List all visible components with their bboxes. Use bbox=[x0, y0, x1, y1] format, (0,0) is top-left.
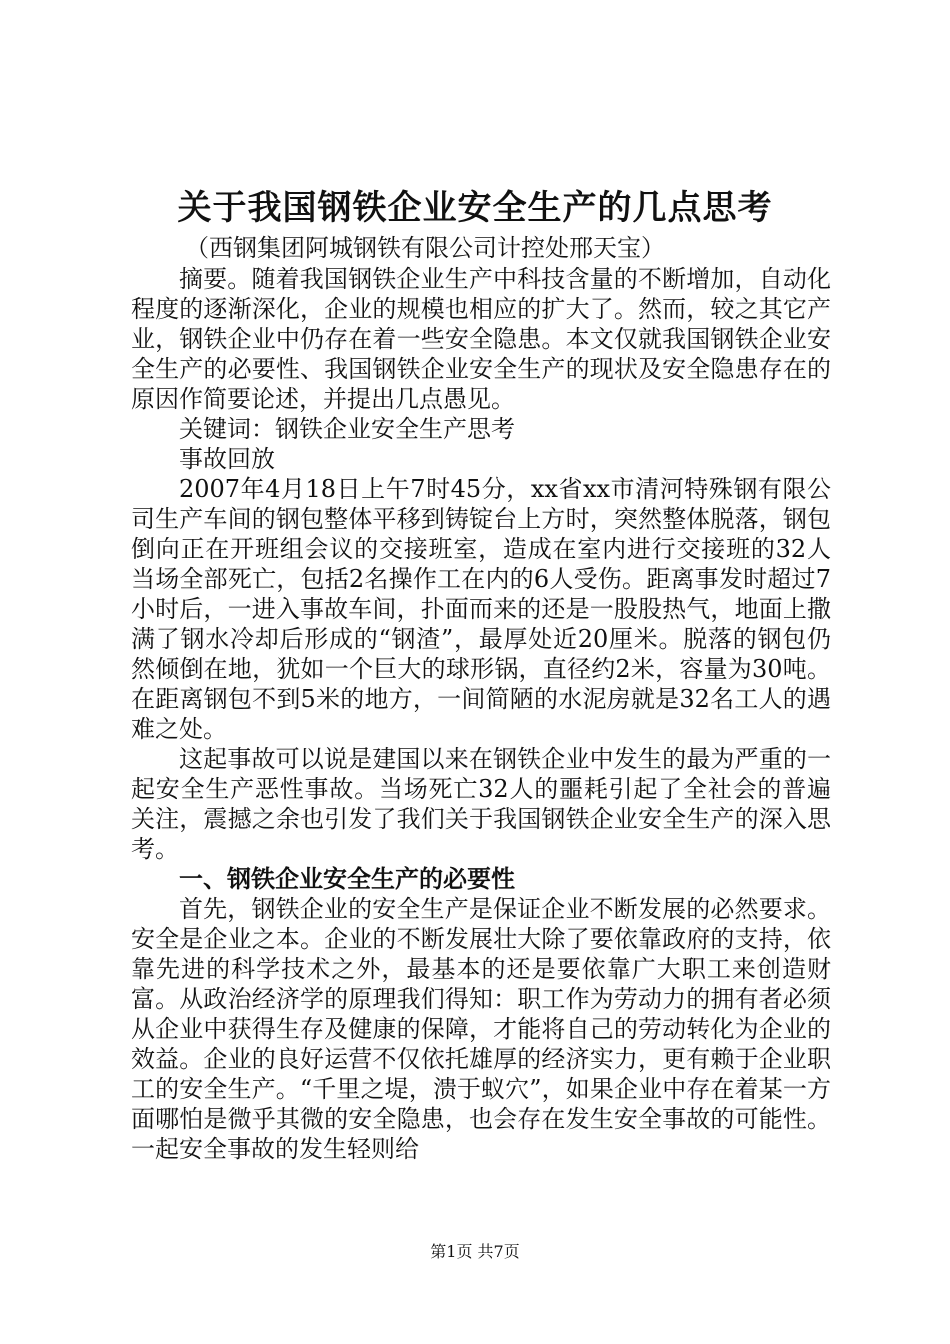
document-title: 关于我国钢铁企业安全生产的几点思考 bbox=[177, 188, 773, 228]
accident-paragraph: 2007年4月18日上午7时45分，xx省xx市清河特殊钢有限公司生产车间的钢包整体平移到铸锭台上方时，突然整体脱落，钢包倒向正在开班组会议的交接班室，造成在室内进行交接班的32人当场全部死亡，包括2名操作工在内的6人受伤。距离事发时超过7小时后，一进入事故车间，扑面而来的还是一股股热气，地面上撒满了钢水冷却后形成的“钢渣”，最厚处近20厘米。脱落的钢包仍然倾倒在地，犹如一个巨大的球形锅，直径约2米，容量为30吨。在距离钢包不到5米的地方，一间简陋的水泥房就是32名工人的遇难之处。 bbox=[131, 475, 831, 743]
section-heading: 一、钢铁企业安全生产的必要性 bbox=[179, 865, 515, 893]
section-paragraph: 首先，钢铁企业的安全生产是保证企业不断发展的必然要求。安全是企业之本。企业的不断发展壮大除了要依靠政府的支持，依靠先进的科学技术之外，最基本的还是要依靠广大职工来创造财富。从政治经济学的原理我们得知：职工作为劳动力的拥有者必须从企业中获得生存及健康的保障，才能将自己的劳动转化为企业的效益。企业的良好运营不仅依托雄厚的经济实力，更有赖于企业职工的安全生产。“千里之堤，溃于蚁穴”，如果企业中存在着某一方面哪怕是微乎其微的安全隐患，也会存在发生安全事故的可能性。一起安全事故的发生轻则给 bbox=[131, 895, 831, 1163]
commentary-paragraph: 这起事故可以说是建国以来在钢铁企业中发生的最为严重的一起安全生产恶性事故。当场死亡32人的噩耗引起了全社会的普遍关注，震撼之余也引发了我们关于我国钢铁企业安全生产的深入思考。 bbox=[131, 745, 831, 863]
abstract-paragraph: 摘要。随着我国钢铁企业生产中科技含量的不断增加，自动化程度的逐渐深化，企业的规模也相应的扩大了。然而，较之其它产业，钢铁企业中仍存在着一些安全隐患。本文仅就我国钢铁企业安全生产的必要性、我国钢铁企业安全生产的现状及安全隐患存在的原因作简要论述，并提出几点愚见。 bbox=[131, 265, 831, 413]
author-line: （西钢集团阿城钢铁有限公司计控处邢天宝） bbox=[185, 234, 665, 262]
keywords-line: 关键词：钢铁企业安全生产思考 bbox=[179, 415, 515, 443]
document-body bbox=[131, 264, 831, 1164]
subheading-accident-review: 事故回放 bbox=[179, 445, 275, 473]
page-footer: 第1页 共7页 bbox=[430, 1242, 520, 1261]
